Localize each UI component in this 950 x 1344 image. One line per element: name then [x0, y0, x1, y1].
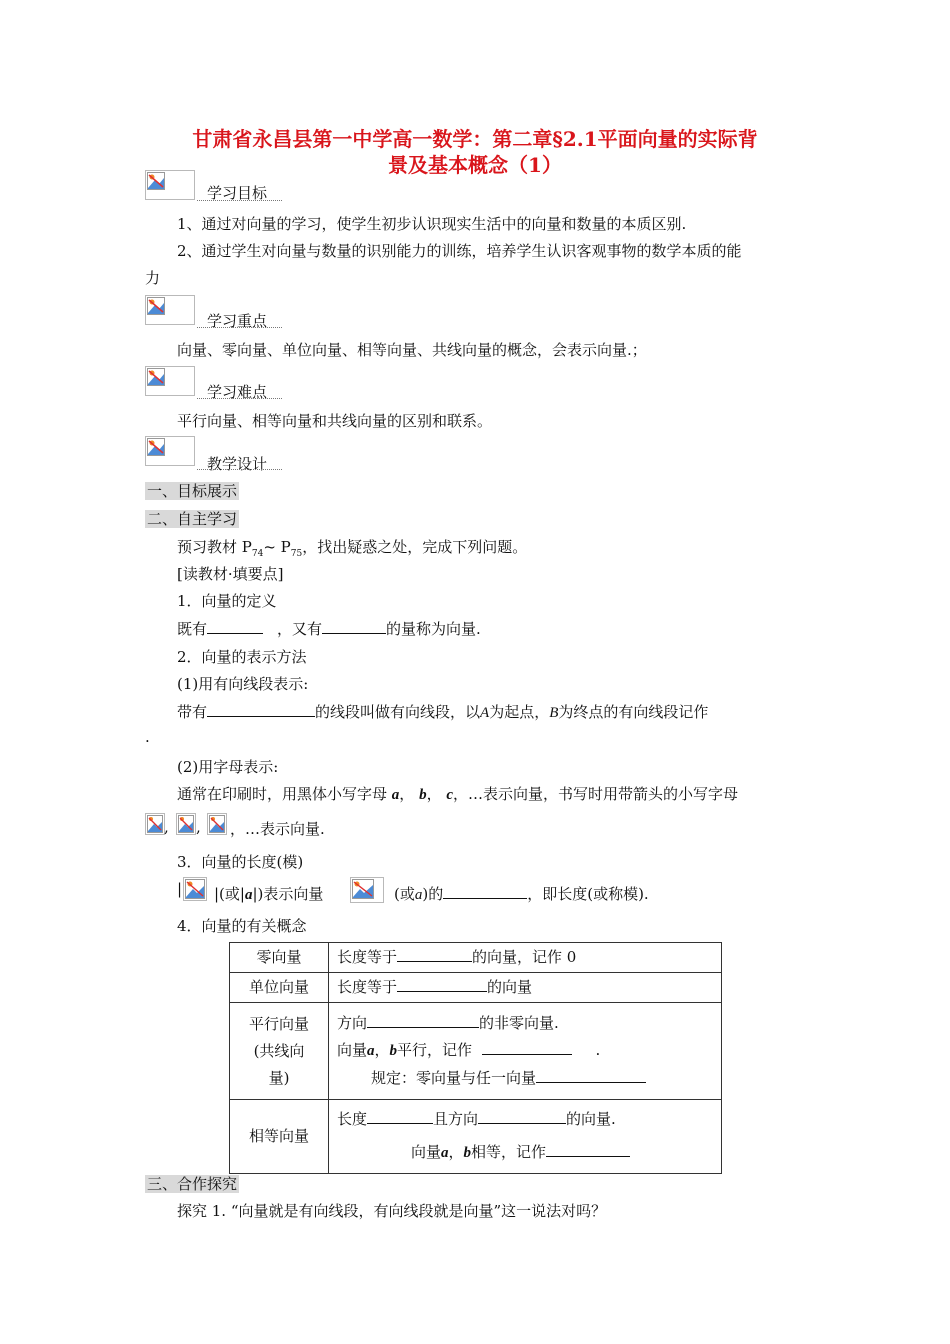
concept-name-zero: 零向量: [230, 943, 329, 973]
len-text-e: ，即长度(或称模).: [527, 885, 649, 903]
length-line-2: [394, 883, 649, 904]
vector-b-arrow-image-icon: [176, 813, 196, 835]
seg-text-a: 带有: [177, 703, 208, 721]
fill-blank[interactable]: [536, 1069, 646, 1083]
letter-b: b: [419, 787, 427, 803]
zero-text-b: 的向量，记作 0: [472, 948, 577, 966]
heading-4: 4．向量的有关概念: [177, 917, 307, 935]
par-text-f: 规定：零向量与任一向量: [371, 1069, 537, 1087]
heading-2-1: (1)用有向线段表示:: [177, 675, 309, 693]
section-goals-label: 学习目标: [207, 184, 268, 202]
letter-a: a: [391, 787, 400, 803]
unit-text-a: 长度等于: [337, 978, 398, 996]
heading-2: 2．向量的表示方法: [177, 648, 307, 666]
par-name-line2: (共线向: [253, 1041, 305, 1060]
unit-text-b: 的向量: [487, 978, 533, 996]
eq-text-d: 向量: [411, 1143, 442, 1161]
eq-vector-b: b: [463, 1145, 472, 1161]
fill-blank[interactable]: [207, 620, 263, 634]
explore-question-1: 探究 1. “向量就是有向线段，有向线段就是向量”这一说法对吗？: [177, 1202, 607, 1220]
table-row: [230, 943, 722, 973]
seg-text-b: 的线段叫做有向线段，以: [315, 703, 481, 721]
fill-blank[interactable]: [367, 1014, 479, 1028]
par-row3: [337, 1065, 721, 1092]
definition-line: [177, 618, 481, 639]
fill-blank[interactable]: [478, 1110, 566, 1124]
len-text-d: )的: [422, 885, 444, 903]
seg-text-d: 为终点的有向线段记作: [558, 703, 709, 721]
len-vector-a-2: a: [414, 887, 423, 903]
eq-text-e: 相等，记作: [471, 1143, 547, 1161]
concept-name-unit: 单位向量: [230, 973, 329, 1003]
preview-text-a: 预习教材 P: [177, 538, 252, 556]
table-row: [230, 1100, 722, 1174]
vector-ab-image-icon: [183, 877, 207, 901]
letter-c: c: [446, 787, 454, 803]
par-text-c: 向量: [337, 1041, 368, 1059]
fill-blank[interactable]: [546, 1143, 630, 1157]
part-1-heading: [145, 480, 239, 501]
eq-row2: 向量a，b相等，记作: [337, 1139, 721, 1167]
preview-page-start: 74: [251, 549, 264, 559]
len-text-a: |(或|: [214, 885, 245, 903]
vector-a-arrow-image-icon: [145, 813, 165, 835]
broken-image-icon: [145, 170, 195, 200]
section-difficulty-label: 学习难点: [207, 383, 268, 401]
section-design-label: 教学设计: [207, 455, 268, 473]
broken-image-icon: [145, 295, 195, 325]
read-header: [读教材·填要点]: [177, 565, 284, 583]
preview-text-b: ，找出疑惑之处，完成下列问题。: [302, 538, 528, 556]
section-underline: [197, 398, 282, 399]
heading-3: 3．向量的长度(模): [177, 853, 304, 871]
point-b: B: [549, 705, 559, 721]
par-name-line3: 量): [268, 1068, 290, 1087]
def-text-b: ，又有: [277, 620, 323, 638]
broken-image-icon: [145, 436, 195, 466]
broken-image-icon: [145, 366, 195, 396]
fill-blank[interactable]: [397, 948, 472, 962]
letters-text-a: 通常在印刷时，用黑体小写字母: [177, 785, 388, 803]
heading-1: 1．向量的定义: [177, 592, 277, 610]
eq-text-a: 长度: [337, 1110, 368, 1128]
concept-desc-parallel: [329, 1003, 722, 1100]
section-underline: [197, 469, 282, 470]
goal-item-1: 1、通过对向量的学习，使学生初步认识现实生活中的向量和数量的本质区别.: [177, 215, 687, 233]
fill-blank[interactable]: [397, 978, 487, 992]
part-2-label: 二、自主学习: [147, 510, 238, 528]
section-focus-label: 学习重点: [207, 312, 268, 330]
comma: ,: [164, 818, 169, 836]
difficulty-text: 平行向量、相等向量和共线向量的区别和联系。: [177, 412, 493, 430]
section-underline: [197, 327, 282, 328]
fill-blank[interactable]: [207, 703, 315, 717]
part-1-label: 一、目标展示: [147, 482, 238, 500]
table-row: [230, 973, 722, 1003]
eq-text-c: 的向量.: [566, 1110, 616, 1128]
page-title-line2: 景及基本概念（1）: [388, 153, 562, 177]
page-title-line1: 甘肃省永昌县第一中学高一数学：第二章§2.1平面向量的实际背: [192, 127, 758, 151]
par-vector-a: a: [367, 1043, 375, 1059]
concept-desc-unit: [329, 973, 722, 1003]
part-3-label: 三、合作探究: [147, 1175, 238, 1193]
fill-blank[interactable]: [443, 885, 527, 899]
section-underline: [197, 200, 282, 201]
fill-blank[interactable]: [367, 1110, 433, 1124]
segment-line: [177, 701, 708, 722]
par-text-d: 平行，记作: [397, 1041, 473, 1059]
part-2-heading: [145, 508, 239, 529]
goal-item-2-cont: 力: [145, 269, 161, 287]
fill-blank[interactable]: [482, 1041, 572, 1055]
concept-desc-zero: [329, 943, 722, 973]
def-text-a: 既有: [177, 620, 208, 638]
letters-text-c: ，…表示向量.: [230, 820, 325, 838]
focus-text: 向量、零向量、单位向量、相等向量、共线向量的概念，会表示向量.；: [177, 341, 647, 359]
preview-tilde: ~ P: [263, 538, 291, 556]
len-text-c: (或: [394, 885, 415, 903]
par-text-a: 方向: [337, 1014, 368, 1032]
fill-blank[interactable]: [322, 620, 386, 634]
part-3-heading: [145, 1173, 239, 1194]
vector-c-arrow-image-icon: [207, 813, 227, 835]
par-vector-b: b: [389, 1043, 398, 1059]
concept-desc-equal: [329, 1100, 722, 1174]
vector-ab-image-icon: [350, 877, 384, 903]
par-name-line1: 平行向量: [248, 1014, 309, 1033]
period-mark: .: [145, 728, 150, 746]
len-vector-a: a: [244, 887, 253, 903]
goal-item-2: 2、通过学生对向量与数量的识别能力的训练，培养学生认识客观事物的数学本质的能: [177, 242, 742, 260]
par-row2: 向量a，b平行，记作 .: [337, 1041, 601, 1059]
concepts-table: [229, 942, 722, 1174]
concept-name-equal: 相等向量: [230, 1100, 329, 1174]
concept-name-parallel: [230, 1003, 329, 1100]
eq-row1: [337, 1106, 721, 1133]
preview-page-end: 75: [290, 549, 303, 559]
zero-text-a: 长度等于: [337, 948, 398, 966]
par-text-b: 的非零向量.: [479, 1014, 559, 1032]
def-text-c: 的量称为向量.: [386, 620, 481, 638]
point-a: A: [480, 705, 490, 721]
eq-vector-a: a: [441, 1145, 449, 1161]
heading-2-2: (2)用字母表示:: [177, 758, 279, 776]
length-line: [214, 883, 323, 904]
table-row: [230, 1003, 722, 1100]
letters-line: 通常在印刷时，用黑体小写字母 a， b， c，…表示向量，书写时用带箭头的小写字母: [177, 785, 739, 803]
letters-text-b: ，…表示向量，书写时用带箭头的小写字母: [453, 785, 739, 803]
eq-text-b: 且方向: [433, 1110, 479, 1128]
bar-left: |: [177, 880, 183, 898]
preview-line: [177, 536, 527, 559]
len-text-b: |)表示向量: [252, 885, 324, 903]
par-row1: [337, 1010, 721, 1037]
par-text-e: .: [595, 1041, 601, 1059]
seg-text-c: 为起点，: [489, 703, 550, 721]
comma: ,: [196, 818, 201, 836]
